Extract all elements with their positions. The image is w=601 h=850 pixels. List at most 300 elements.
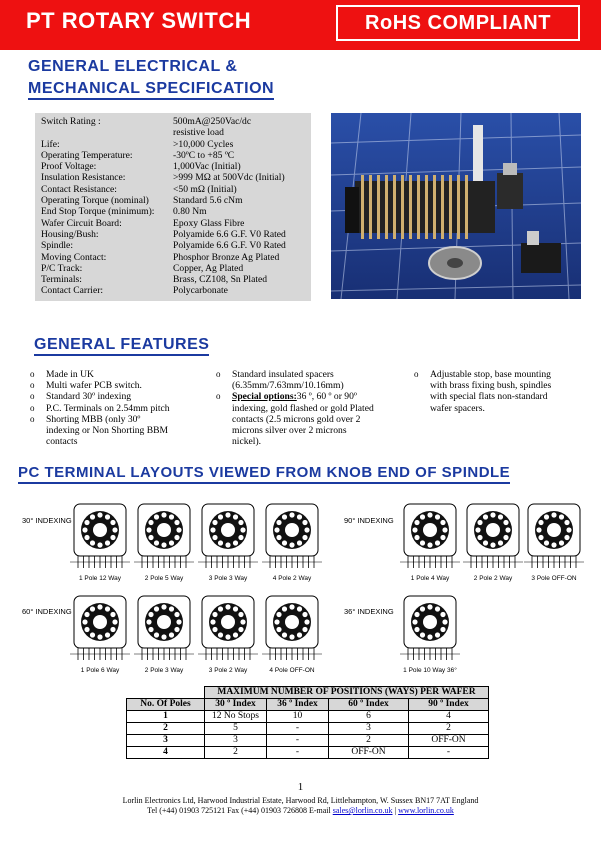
spec-value: <50 mΩ (Initial) — [173, 183, 237, 195]
table-cell: - — [267, 735, 329, 747]
contact-pad — [110, 520, 115, 525]
table-row — [127, 747, 489, 759]
contact-pad — [97, 512, 102, 517]
contact-pad — [154, 606, 159, 611]
spec-label: Spindle: — [41, 240, 73, 252]
spec-value: resistive load — [173, 127, 224, 139]
spec-value: 0.80 Nm — [173, 206, 207, 218]
table-row — [127, 711, 489, 723]
spec-label: Operating Temperature: — [41, 149, 133, 161]
website-link[interactable]: www.lorlin.co.uk — [398, 806, 454, 815]
contact-pad — [210, 619, 215, 624]
feature-item — [30, 380, 220, 391]
contact-pad — [154, 514, 159, 519]
contact-pad — [225, 634, 230, 639]
contact-pad — [161, 604, 166, 609]
contact-pad — [282, 632, 287, 637]
contact-pad — [105, 540, 110, 545]
contact-pad — [274, 527, 279, 532]
contact-pad — [427, 512, 432, 517]
features-title-text: GENERAL FEATURES — [34, 336, 209, 356]
terminal-layout — [198, 596, 258, 674]
contact-pad — [420, 606, 425, 611]
feature-text: 36 º, 60 º or 90º — [296, 391, 357, 403]
feature-item — [414, 369, 594, 414]
contact-pad — [212, 612, 217, 617]
spindle-hole — [157, 523, 171, 537]
contact-pad — [82, 619, 87, 624]
table-header: 60 º Index — [329, 699, 409, 711]
spec-row — [41, 172, 311, 183]
contact-pad — [289, 542, 294, 547]
table-cell: 3 — [127, 735, 205, 747]
contact-pad — [218, 514, 223, 519]
feature-item — [30, 403, 220, 414]
table-cell: 4 — [409, 711, 489, 723]
contact-pad — [414, 627, 419, 632]
contact-pad — [225, 604, 230, 609]
contact-pad — [297, 540, 302, 545]
contact-pad — [154, 540, 159, 545]
layout-label: 4 Pole 2 Way — [272, 575, 312, 582]
layout-label: 2 Pole 3 Way — [144, 667, 184, 674]
features-col-1 — [30, 369, 220, 447]
spec-row — [41, 206, 311, 217]
table-cell: - — [267, 723, 329, 735]
table-header: 36 º Index — [267, 699, 329, 711]
spec-row — [41, 252, 311, 263]
table-header: No. Of Poles — [127, 699, 205, 711]
spec-label — [41, 127, 173, 138]
contact-pad — [427, 604, 432, 609]
contact-pad — [302, 612, 307, 617]
spec-row — [41, 127, 311, 138]
feature-line: Adjustable stop, base mounting — [430, 369, 551, 380]
table-cell: - — [409, 747, 489, 759]
contact-pad — [112, 619, 117, 624]
contact-pad — [169, 540, 174, 545]
contact-pad — [551, 512, 556, 517]
bullet-icon: o — [216, 391, 221, 402]
contact-pad — [420, 540, 425, 545]
spindle-hole — [423, 615, 437, 629]
layout-label: 3 Pole 2 Way — [208, 667, 248, 674]
terminal-layout — [70, 596, 130, 674]
table-cell: 4 — [127, 747, 205, 759]
contact-pad — [412, 619, 417, 624]
contact-pad — [490, 542, 495, 547]
contact-pad — [161, 512, 166, 517]
contact-pad — [297, 606, 302, 611]
contact-pad — [551, 542, 556, 547]
contact-pad — [289, 634, 294, 639]
contact-pad — [90, 632, 95, 637]
contact-pad — [218, 606, 223, 611]
contact-pad — [297, 514, 302, 519]
bullet-icon: o — [30, 413, 35, 424]
feature-line — [232, 391, 401, 402]
contact-pad — [276, 627, 281, 632]
contact-pad — [538, 535, 543, 540]
contact-pad — [498, 514, 503, 519]
layout-label: 4 Pole OFF-ON — [269, 667, 315, 674]
contact-pad — [146, 527, 151, 532]
terminal-layout — [134, 596, 194, 674]
spec-label: Proof Voltage: — [41, 161, 97, 173]
contact-pad — [169, 606, 174, 611]
contact-pad — [289, 512, 294, 517]
contact-pad — [503, 535, 508, 540]
contact-pad — [105, 632, 110, 637]
spindle-hole — [285, 615, 299, 629]
contact-pad — [110, 535, 115, 540]
spec-label: Switch Rating : — [41, 116, 101, 127]
footer-tel: Tel (+44) 01903 725121 Fax (+44) 01903 726808 E-mail — [147, 806, 331, 815]
contact-pad — [169, 514, 174, 519]
contact-pad — [105, 514, 110, 519]
table-cell: 6 — [329, 711, 409, 723]
spec-label: Wafer Circuit Board: — [41, 217, 122, 229]
contact-pad — [233, 632, 238, 637]
features-title — [34, 336, 209, 354]
feature-line: Made in UK — [46, 369, 94, 380]
contact-pad — [84, 535, 89, 540]
feature-line: Standard 30º indexing — [46, 391, 132, 403]
contact-pad — [490, 512, 495, 517]
layout-label: 1 Pole 4 Way — [410, 575, 450, 582]
terminal-layout — [198, 504, 258, 582]
contact-pad — [225, 512, 230, 517]
contact-pad — [483, 540, 488, 545]
contact-pad — [174, 535, 179, 540]
bullet-icon: o — [414, 369, 419, 379]
spec-row — [41, 285, 311, 296]
contact-pad — [440, 612, 445, 617]
table-cell: 2 — [205, 747, 267, 759]
layout-label: 1 Pole 6 Way — [80, 667, 120, 674]
footer-address: Lorlin Electronics Ltd, Harwood Industrial Estate, Harwood Rd, Littlehampton, W. Sussex BN17 7AT England — [122, 796, 479, 805]
feature-line: nickel). — [232, 436, 262, 448]
spec-label: Insulation Resistance: — [41, 172, 126, 184]
spec-value: -30ºC to +85 ºC — [173, 149, 235, 161]
features-col-2 — [216, 369, 401, 447]
page-number: 1 — [297, 781, 304, 793]
spec-label: Terminals: — [41, 274, 82, 286]
contact-pad — [276, 535, 281, 540]
header-bar — [0, 0, 601, 50]
spec-title-line2-text: MECHANICAL SPECIFICATION — [28, 80, 274, 100]
contact-pad — [176, 619, 181, 624]
spec-value: >10,000 Cycles — [173, 138, 234, 150]
table-row — [127, 723, 489, 735]
contact-pad — [225, 542, 230, 547]
table-header-row — [127, 699, 489, 711]
contact-pad — [161, 634, 166, 639]
contact-pad — [297, 632, 302, 637]
contact-pad — [176, 527, 181, 532]
table-header: 90 º Index — [409, 699, 489, 711]
spec-value: Polycarbonate — [173, 285, 228, 297]
layout-label: 1 Pole 10 Way 36° — [403, 667, 457, 674]
contact-pad — [110, 612, 115, 617]
contact-pad — [82, 527, 87, 532]
special-options-label: Special options: — [232, 391, 297, 403]
spindle-hole — [285, 523, 299, 537]
contact-pad — [414, 535, 419, 540]
spec-label: End Stop Torque (minimum): — [41, 206, 155, 218]
contact-pad — [148, 520, 153, 525]
layouts-title — [18, 464, 510, 481]
spindle-hole — [221, 615, 235, 629]
table-caption: MAXIMUM NUMBER OF POSITIONS (WAYS) PER WAFER — [205, 687, 489, 699]
table-cell: 2 — [409, 723, 489, 735]
layout-label: 1 Pole 12 Way — [78, 575, 122, 582]
contact-pad — [564, 520, 569, 525]
contact-pad — [559, 540, 564, 545]
spec-row — [41, 229, 311, 240]
contact-pad — [435, 540, 440, 545]
spec-table — [35, 113, 311, 301]
terminal-layout — [400, 596, 460, 674]
contact-pad — [240, 527, 245, 532]
contact-pad — [97, 542, 102, 547]
contact-pad — [282, 540, 287, 545]
spec-value: Standard 5.6 cNm — [173, 195, 243, 207]
bullet-icon: o — [30, 402, 35, 413]
contact-pad — [538, 520, 543, 525]
contact-pad — [420, 514, 425, 519]
table-row — [127, 735, 489, 747]
spindle-hole — [486, 523, 500, 537]
contact-pad — [304, 619, 309, 624]
contact-pad — [84, 520, 89, 525]
spec-row — [41, 195, 311, 206]
contact-pad — [105, 606, 110, 611]
spec-value: 1,000Vac (Initial) — [173, 161, 241, 173]
feature-line: contacts — [46, 436, 78, 448]
table-cell: 3 — [329, 723, 409, 735]
table-header: 30 º Index — [205, 699, 267, 711]
contact-pad — [427, 542, 432, 547]
contact-pad — [154, 632, 159, 637]
spec-label: Moving Contact: — [41, 251, 107, 263]
terminal-layouts-svg — [18, 490, 588, 680]
contact-pad — [238, 535, 243, 540]
feature-item — [30, 414, 220, 448]
spec-label: Operating Torque (nominal) — [41, 195, 149, 207]
contact-pad — [483, 514, 488, 519]
contact-pad — [503, 520, 508, 525]
footer-contact — [0, 806, 601, 815]
contact-pad — [412, 527, 417, 532]
contact-pad — [304, 527, 309, 532]
spec-value: Epoxy Glass Fibre — [173, 217, 245, 229]
feature-line: Standard insulated spacers — [232, 369, 334, 380]
spec-title-line2 — [28, 80, 274, 98]
feature-line: wafer spacers. — [430, 402, 485, 414]
contact-pad — [233, 540, 238, 545]
spindle-hole — [221, 523, 235, 537]
product-photo — [331, 113, 581, 299]
contact-pad — [435, 632, 440, 637]
terminal-layout — [400, 504, 460, 582]
contact-pad — [414, 520, 419, 525]
contact-pad — [440, 535, 445, 540]
feature-item — [216, 369, 401, 391]
layouts-title-text: PC TERMINAL LAYOUTS VIEWED FROM KNOB END OF SPINDLE — [18, 464, 510, 484]
terminal-layout — [262, 596, 322, 674]
contact-pad — [84, 627, 89, 632]
contact-pad — [440, 520, 445, 525]
contact-pad — [274, 619, 279, 624]
feature-line: with special flats non-standard — [430, 391, 548, 403]
terminal-layouts-diagram — [18, 490, 588, 680]
rohs-badge: RoHS COMPLIANT — [336, 5, 580, 41]
bullet-icon: o — [30, 380, 35, 391]
table-cell: - — [267, 747, 329, 759]
contact-pad — [282, 606, 287, 611]
contact-pad — [174, 612, 179, 617]
feature-line: with brass fixing bush, spindles — [430, 380, 552, 392]
spec-value: 500mA@250Vac/dc — [173, 116, 252, 127]
contact-pad — [477, 535, 482, 540]
contact-pad — [97, 634, 102, 639]
layout-label: 3 Pole 3 Way — [208, 575, 248, 582]
spec-label: Life: — [41, 138, 60, 150]
contact-pad — [218, 632, 223, 637]
spec-row — [41, 139, 311, 150]
terminal-layout — [134, 504, 194, 582]
contact-pad — [420, 632, 425, 637]
spec-label: P/C Track: — [41, 262, 83, 274]
contact-pad — [112, 527, 117, 532]
feature-line: Shorting MBB (only 30º — [46, 413, 141, 425]
spindle-hole — [93, 615, 107, 629]
terminal-layout — [262, 504, 322, 582]
spindle-hole — [93, 523, 107, 537]
spec-row — [41, 218, 311, 229]
feature-line: indexing or Non Shorting BBM — [46, 425, 169, 437]
spec-value: Polyamide 6.6 G.F. V0 Rated — [173, 228, 286, 240]
spec-label: Contact Resistance: — [41, 183, 117, 195]
contact-pad — [276, 520, 281, 525]
table-cell: 2 — [127, 723, 205, 735]
layout-label: 3 Pole OFF-ON — [531, 575, 577, 582]
contact-pad — [90, 540, 95, 545]
contact-pad — [238, 627, 243, 632]
contact-pad — [161, 542, 166, 547]
positions-table — [126, 686, 489, 759]
feature-item — [30, 369, 220, 380]
spindle-hole — [547, 523, 561, 537]
bullet-icon: o — [30, 391, 35, 402]
contact-pad — [212, 627, 217, 632]
table-cell: 2 — [329, 735, 409, 747]
table-cell: 5 — [205, 723, 267, 735]
contact-pad — [212, 520, 217, 525]
table-cell: 12 No Stops — [205, 711, 267, 723]
contact-pad — [169, 632, 174, 637]
spec-label: Housing/Bush: — [41, 228, 99, 240]
page-title: PT ROTARY SWITCH — [26, 8, 252, 33]
table-cell: OFF-ON — [409, 735, 489, 747]
feature-line: microns silver over 2 microns — [232, 425, 347, 437]
terminal-layout — [463, 504, 523, 582]
spec-label: Contact Carrier: — [41, 285, 104, 297]
spec-row — [41, 263, 311, 274]
rotary-switch-photo-icon — [331, 113, 581, 299]
contact-pad — [544, 540, 549, 545]
feature-item — [30, 391, 220, 402]
contact-pad — [442, 527, 447, 532]
contact-pad — [302, 627, 307, 632]
spec-value: Phosphor Bronze Ag Plated — [173, 251, 280, 263]
spec-title-line1: GENERAL ELECTRICAL & — [28, 58, 238, 75]
contact-pad — [97, 604, 102, 609]
features-col-3 — [414, 369, 594, 414]
contact-pad — [435, 606, 440, 611]
spec-row — [41, 161, 311, 172]
feature-line: (6.35mm/7.63mm/10.16mm) — [232, 380, 344, 392]
contact-pad — [440, 627, 445, 632]
feature-line: Multi wafer PCB switch. — [46, 380, 142, 392]
table-cell: 1 — [127, 711, 205, 723]
terminal-layout — [524, 504, 584, 582]
indexing-label: 60° INDEXING — [22, 607, 72, 616]
contact-pad — [414, 612, 419, 617]
contact-pad — [146, 619, 151, 624]
contact-pad — [90, 514, 95, 519]
contact-pad — [289, 604, 294, 609]
feature-line: indexing, gold flashed or gold Plated — [232, 402, 374, 414]
contact-pad — [110, 627, 115, 632]
bullet-icon: o — [216, 369, 221, 379]
spec-row — [41, 150, 311, 161]
indexing-label: 36° INDEXING — [344, 607, 394, 616]
contact-pad — [233, 514, 238, 519]
spec-row — [41, 274, 311, 285]
email-link[interactable]: sales@lorlin.co.uk — [332, 806, 393, 815]
footer-separator: | — [394, 806, 397, 815]
contact-pad — [174, 627, 179, 632]
contact-pad — [238, 612, 243, 617]
contact-pad — [505, 527, 510, 532]
contact-pad — [302, 520, 307, 525]
contact-pad — [240, 619, 245, 624]
contact-pad — [544, 514, 549, 519]
positions-table-wrap — [126, 686, 489, 759]
bullet-icon: o — [30, 369, 35, 379]
contact-pad — [174, 520, 179, 525]
terminal-layout — [70, 504, 130, 582]
contact-pad — [475, 527, 480, 532]
contact-pad — [498, 540, 503, 545]
table-cell: 10 — [267, 711, 329, 723]
spec-row — [41, 116, 311, 127]
spec-value: Brass, CZ108, Sn Plated — [173, 274, 268, 286]
spec-row — [41, 240, 311, 251]
contact-pad — [84, 612, 89, 617]
contact-pad — [148, 535, 153, 540]
feature-line: contacts (2.5 microns gold over 2 — [232, 413, 361, 425]
spindle-hole — [157, 615, 171, 629]
feature-line: P.C. Terminals on 2.54mm pitch — [46, 402, 170, 414]
contact-pad — [442, 619, 447, 624]
contact-pad — [435, 514, 440, 519]
contact-pad — [148, 627, 153, 632]
contact-pad — [427, 634, 432, 639]
layout-label: 2 Pole 5 Way — [144, 575, 184, 582]
